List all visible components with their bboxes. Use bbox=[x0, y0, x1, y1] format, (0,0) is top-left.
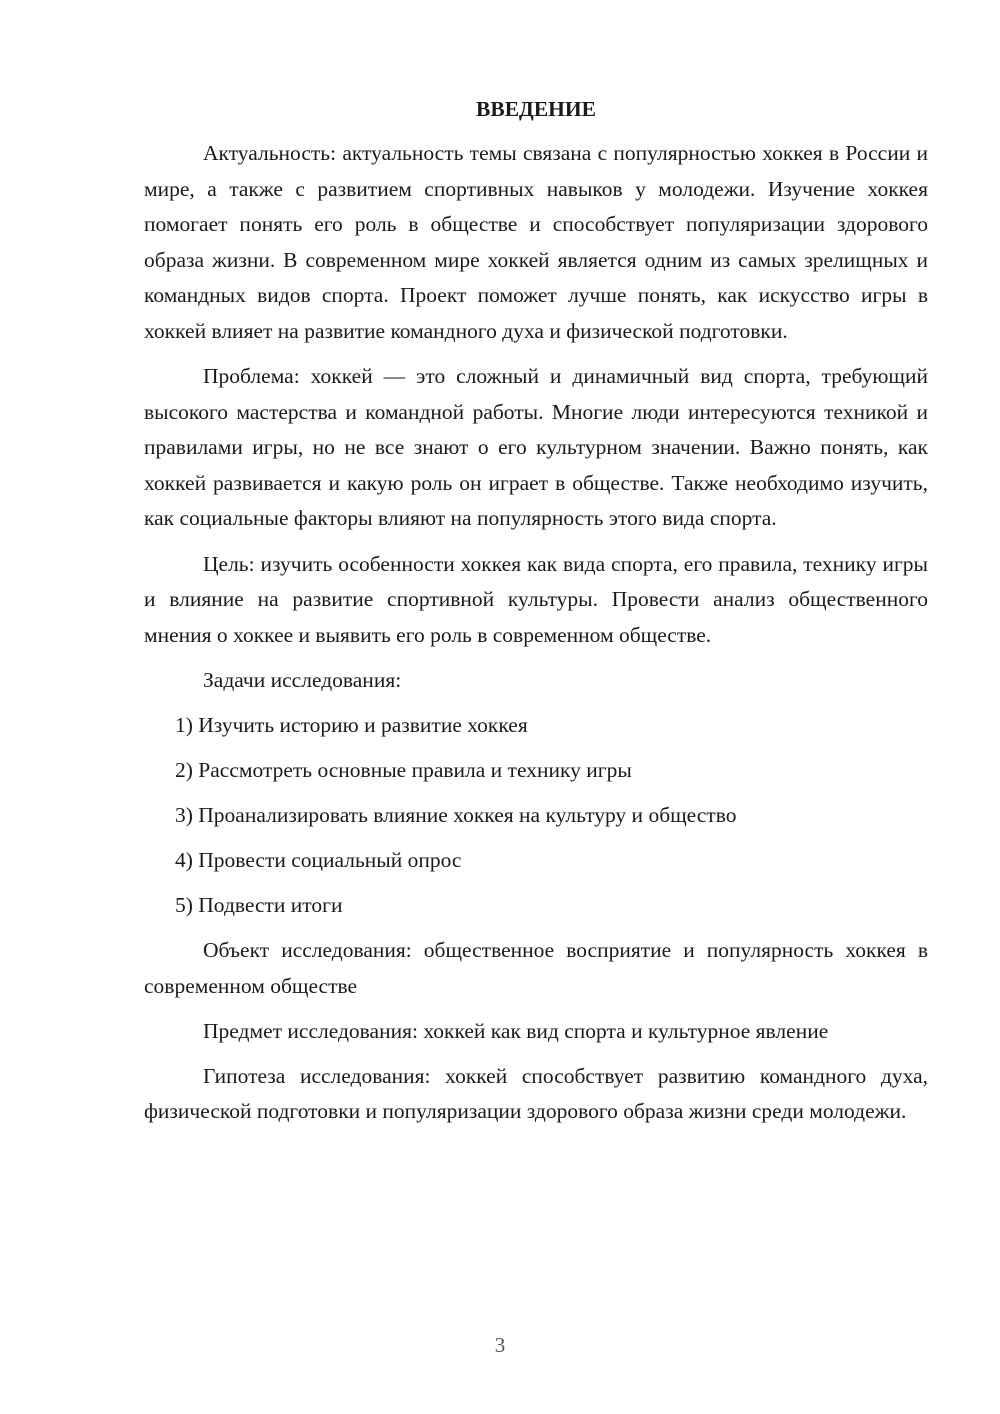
hypothesis-paragraph: Гипотеза исследования: хоккей способствует развитию командного духа, физической подготовки и популяризации здорового образа жизни среди молодежи. bbox=[144, 1063, 928, 1123]
tasks-list bbox=[144, 708, 928, 924]
tasks-heading: Задачи исследования: bbox=[203, 668, 402, 692]
object-paragraph: Объект исследования: общественное восприятие и популярность хоккея в современном обществе bbox=[144, 938, 928, 998]
page-content bbox=[144, 94, 928, 1140]
task-item: 3) Проанализировать влияние хоккея на культуру и общество bbox=[175, 803, 737, 827]
problem-paragraph: Проблема: хоккей — это сложный и динамичный вид спорта, требующий высокого мастерства и командной работы. Многие люди интересуются техникой и правилами игры, но не все знают о его культурном значении. Важно понять, как хоккей развивается и какую роль он играет в обществе. Также необходимо изучить, как социальные факторы влияют на популярность этого вида спорта. bbox=[144, 364, 928, 530]
relevance-paragraph: Актуальность: актуальность темы связана с популярностью хоккея в России и мире, а также с развитием спортивных навыков у молодежи. Изучение хоккея помогает понять его роль в обществе и способствует популяризации здорового образа жизни. В современном мире хоккей является одним из самых зрелищных и командных видов спорта. Проект поможет лучше понять, как искусство игры в хоккей влияет на развитие командного духа и физической подготовки. bbox=[144, 141, 928, 343]
task-item: 2) Рассмотреть основные правила и технику игры bbox=[175, 758, 632, 782]
task-item: 5) Подвести итоги bbox=[175, 893, 343, 917]
goal-paragraph: Цель: изучить особенности хоккея как вида спорта, его правила, технику игры и влияние на развитие спортивной культуры. Провести анализ общественного мнения о хоккее и выявить его роль в современном обществе. bbox=[144, 551, 928, 647]
section-title: ВВЕДЕНИЕ bbox=[476, 97, 596, 121]
task-item: 1) Изучить историю и развитие хоккея bbox=[175, 713, 528, 737]
task-item: 4) Провести социальный опрос bbox=[175, 848, 462, 872]
page-number: 3 bbox=[494, 1333, 506, 1357]
subject-paragraph: Предмет исследования: хоккей как вид спорта и культурное явление bbox=[203, 1019, 829, 1043]
